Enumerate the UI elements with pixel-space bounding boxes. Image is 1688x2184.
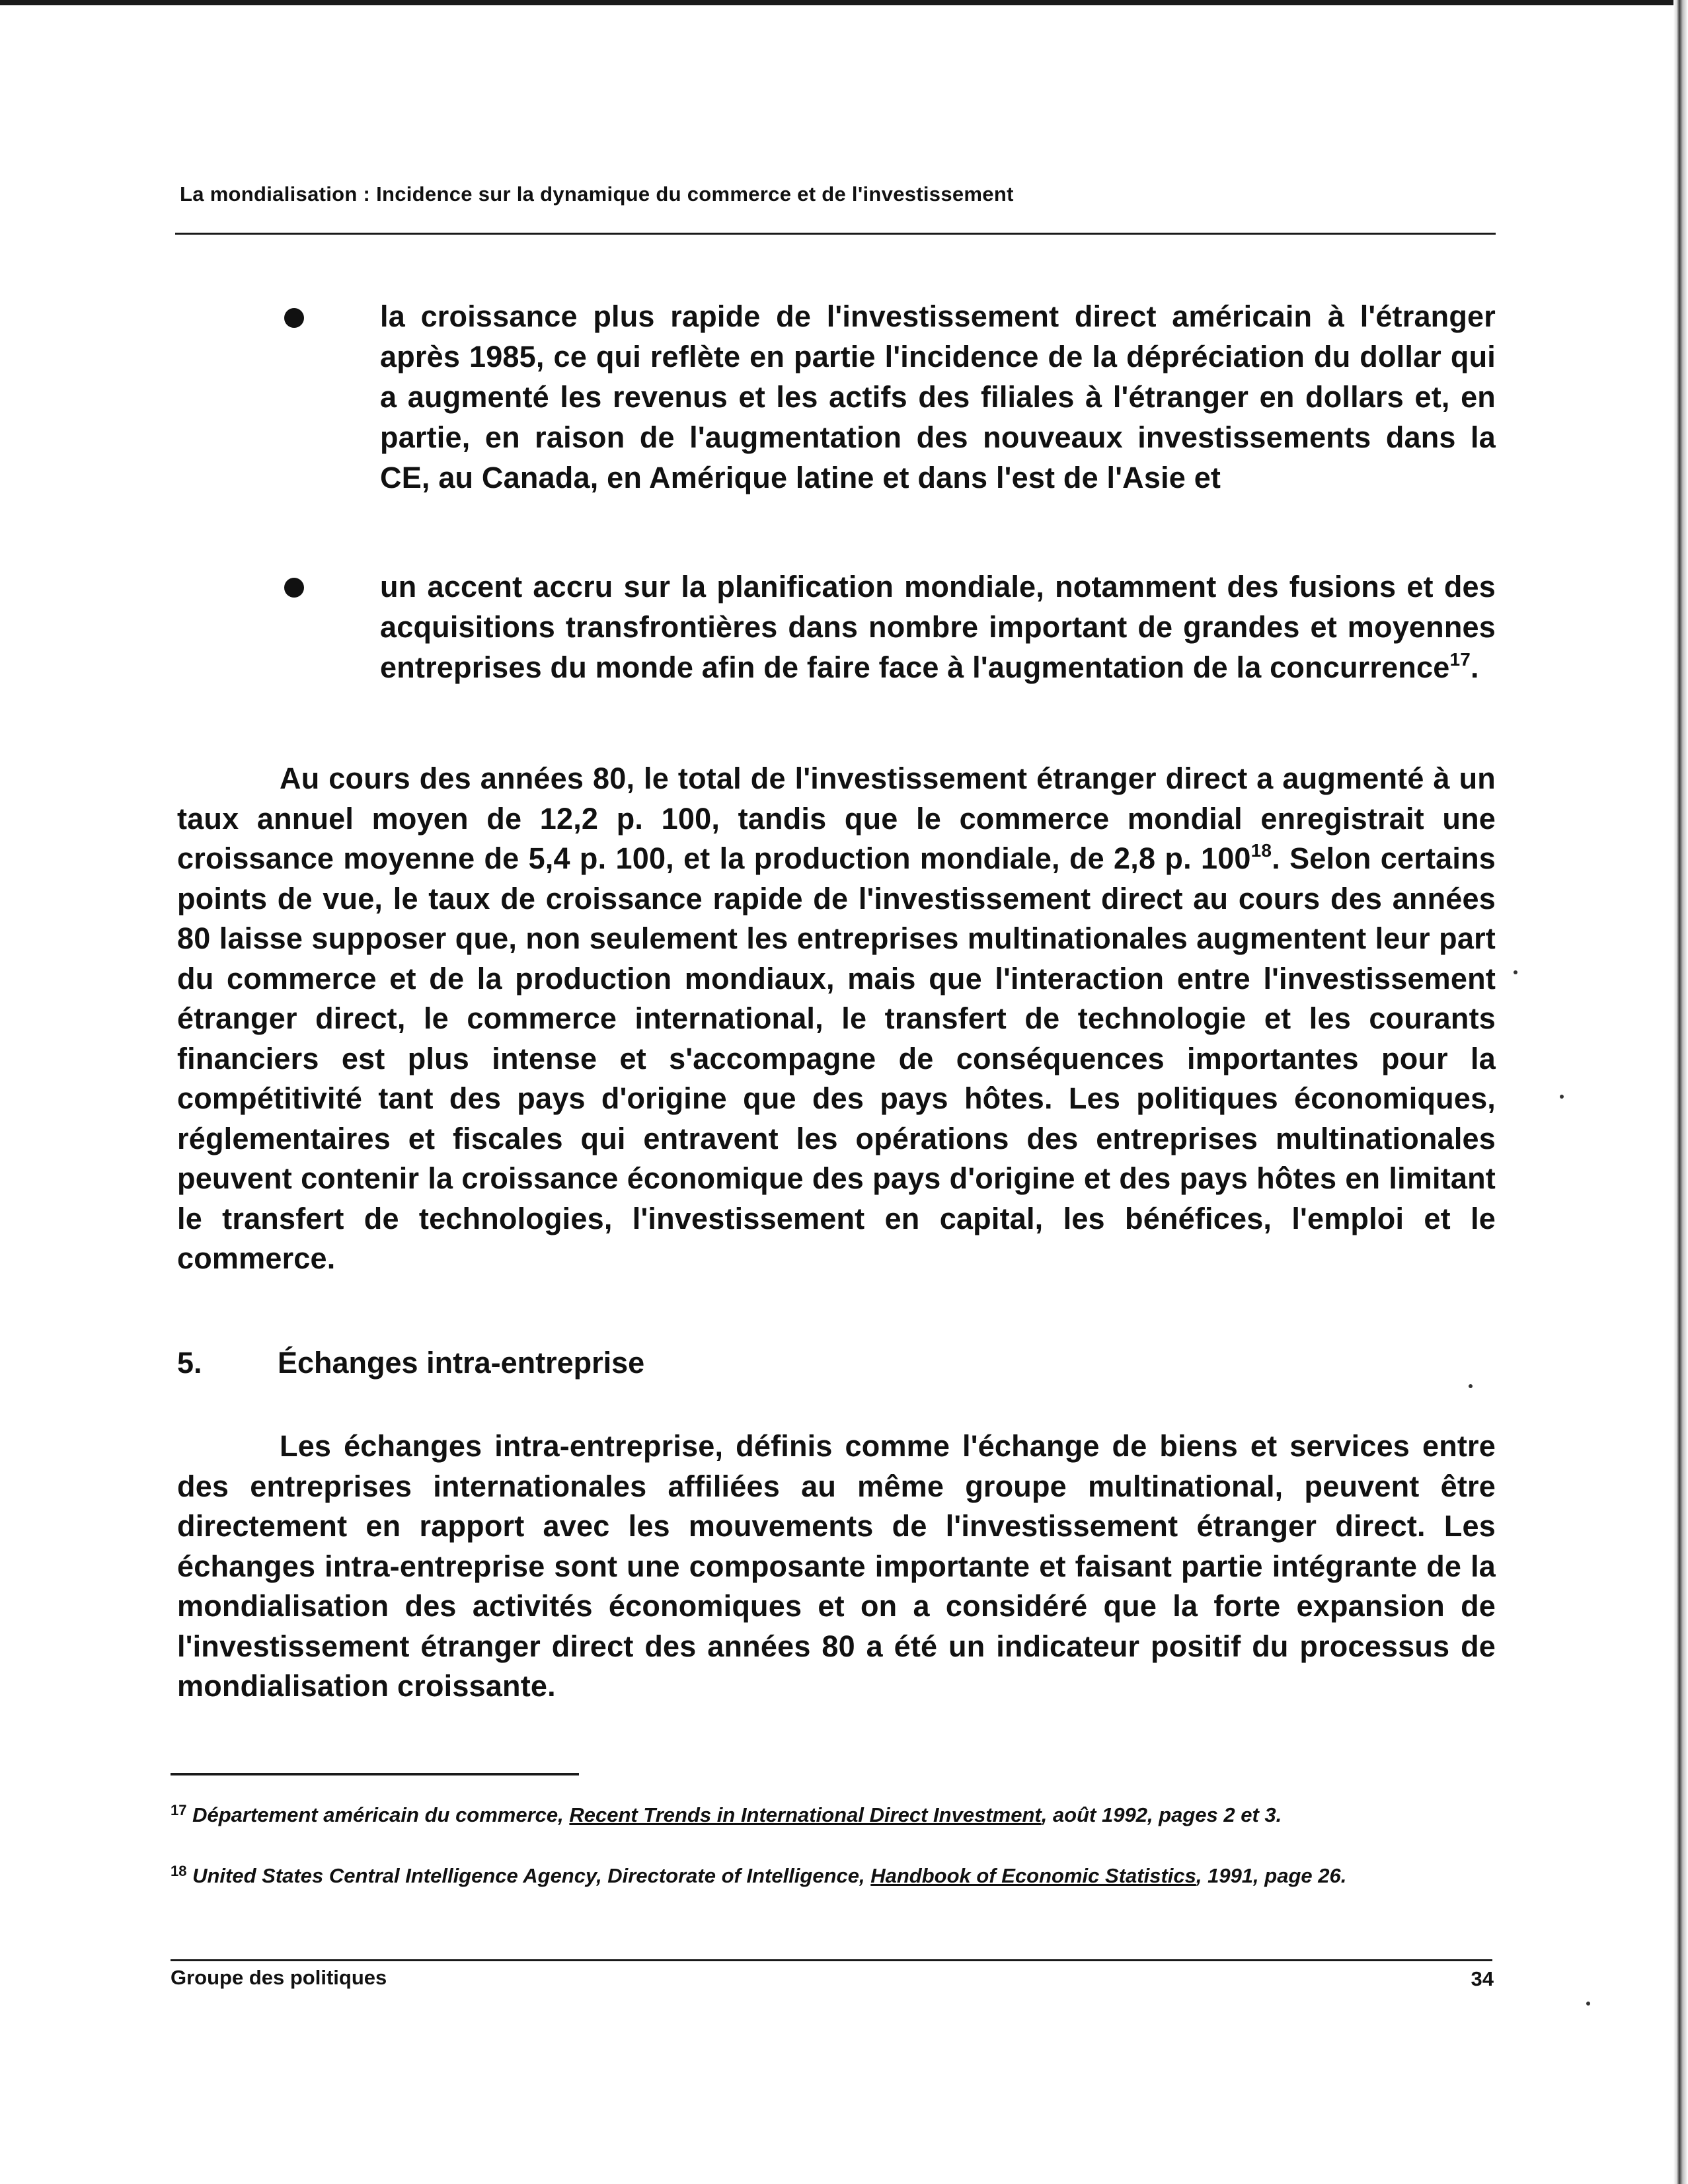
footnote-source-title: Recent Trends in International Direct Investment xyxy=(569,1803,1042,1826)
paragraph-investment-part2: . Selon certains points de vue, le taux de croissance rapide de l'investissement direct au cours des années 80 laisse supposer que, non seulement les entreprises multinationales augmentent leur part du commerce et de la production mondiaux, mais que l'interaction entre l'investissement étranger direct, le commerce international, le transfert de technologie et les courants financiers est plus intense et s'accompagne de conséquences importantes pour la compétitivité tant des pays d'origine que des pays hôtes. Les politiques économiques, réglementaires et fiscales qui entravent les opérations des entreprises multinationales peuvent contenir la croissance économique des pays d'origine et des pays hôtes en limitant le transfert de technologies, l'investissement en capital, les bénéfices, l'emploi et le commerce. xyxy=(177,841,1496,1275)
section-number: 5. xyxy=(177,1346,202,1380)
footnote-ref-18[interactable]: 18 xyxy=(1250,840,1272,861)
footnote-separator xyxy=(171,1773,579,1775)
footnote-18 xyxy=(171,1863,1499,1888)
scan-right-edge xyxy=(1673,0,1688,2184)
footnote-17 xyxy=(171,1802,1499,1827)
footnote-text: Département américain du commerce, xyxy=(192,1803,570,1826)
paragraph-intra-firm-trade: Les échanges intra-entreprise, définis comme l'échange de biens et services entre des entreprises internationales affiliées au même groupe multinational, peuvent être directement en rapport avec les mouvements de l'investissement étranger direct. Les échanges intra-entreprise sont une composante importante et faisant partie intégrante de la mondialisation des activités économiques et on a considéré que la forte expansion de l'investissement étranger direct des années 80 a été un indicateur positif du processus de mondialisation croissante. xyxy=(177,1429,1496,1703)
footer-rule xyxy=(171,1959,1492,1961)
footnote-text: , 1991, page 26. xyxy=(1196,1864,1347,1887)
bullet-item-2 xyxy=(380,566,1496,687)
header-rule xyxy=(175,233,1496,235)
page-number: 34 xyxy=(1471,1967,1494,1990)
bullet-item-2-end: . xyxy=(1471,650,1479,684)
paragraph-investment xyxy=(177,759,1496,1279)
footnote-number: 17 xyxy=(171,1802,187,1818)
section-title: Échanges intra-entreprise xyxy=(278,1346,645,1380)
footnote-text: , août 1992, pages 2 et 3. xyxy=(1041,1803,1282,1826)
scan-top-edge xyxy=(0,0,1688,5)
footnote-source-title: Handbook of Economic Statistics xyxy=(870,1864,1196,1887)
footer-organization: Groupe des politiques xyxy=(171,1966,387,1989)
running-header: La mondialisation : Incidence sur la dynamique du commerce et de l'investissement xyxy=(180,182,1014,206)
scan-speck xyxy=(1469,1384,1473,1388)
scan-speck xyxy=(1514,970,1517,974)
scan-speck xyxy=(1560,1095,1564,1099)
paragraph-investment-part1: Au cours des années 80, le total de l'investissement étranger direct a augmenté à un taux annuel moyen de 12,2 p. 100, tandis que le commerce mondial enregistrait une croissance moyenne de 5,4 p. 100, et la production mondiale, de 2,8 p. 100 xyxy=(177,761,1496,875)
bullet-item-2-text: un accent accru sur la planification mondiale, notamment des fusions et des acquisitions transfrontières dans nombre important de grandes et moyennes entreprises du monde afin de faire face à l'augmentation de la concurrence xyxy=(380,570,1496,684)
scan-speck xyxy=(1586,2002,1590,2006)
bullet-icon xyxy=(284,578,304,598)
footnote-ref-17[interactable]: 17 xyxy=(1449,649,1471,670)
footnote-text: United States Central Intelligence Agency, Directorate of Intelligence, xyxy=(192,1864,871,1887)
bullet-icon xyxy=(284,308,304,328)
footnote-number: 18 xyxy=(171,1863,187,1879)
bullet-item-1: la croissance plus rapide de l'investissement direct américain à l'étranger après 1985, ce qui reflète en partie l'incidence de la dépréciation du dollar qui a augmenté les revenus et les actifs des filiales à l'étranger en dollars et, en partie, en raison de l'augmentation des nouveaux investissements dans la CE, au Canada, en Amérique latine et dans l'est de l'Asie et xyxy=(380,299,1496,494)
